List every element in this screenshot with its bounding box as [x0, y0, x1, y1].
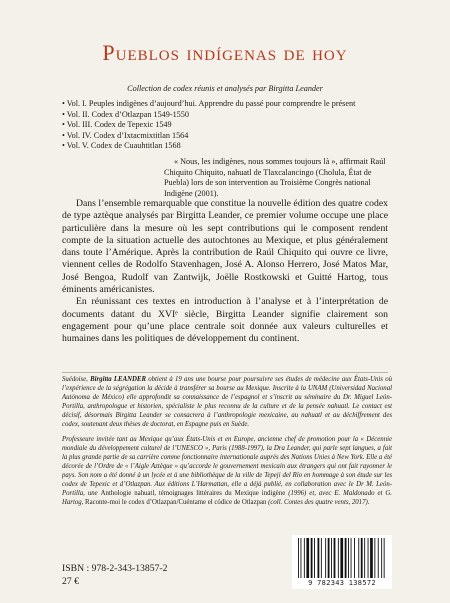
intro-paragraph: Dans l’ensemble remarquable que constitue la nouvelle édition des quatre codex de type aztèque analysés par Birgitta Leander, ce premier volume occupe une place particulière dans la mesure où les sept contributions qui le composent rendent compte de la situation actuelle des autochtones au Mexique, et plus généralement dans toute l’Amérique. Après la contribution de Raúl Chiquito qui ouvre ce livre, viennent celles de Rodolfo Stavenhagen, José A. Alonso Herrero, José Matos Mar, José Bengoa, Rudolf van Zantwijk, Joëlle Rostkowski et Guitté Hartog, tous éminents américanistes.: [62, 198, 388, 296]
bio-paragraph: [62, 376, 392, 429]
volume-item: • Vol. V. Codex de Cuauhtitlan 1568: [62, 141, 181, 150]
quote-text: « Nous, les indigènes, nous sommes toujours là », affirmait Raúl Chiquito Chiquito, nahuatl de Tlaxcalancingo (Cholula, État de Puebla) lors de son intervention au Troisième Congrès national Indigène (2001).: [164, 157, 386, 198]
author-name: Birgitta LEANDER: [90, 376, 146, 383]
isbn-barcode: [292, 535, 392, 589]
bio-paragraph: [62, 436, 392, 507]
intro-paragraph: En réunissant ces textes en introduction à l’analyse et à l’interprétation de documents datant du XVIᵉ siècle, Birgitta Leander signifie clairement son engagement pour qu’une place centrale soit donnée aux valeurs culturelles et humaines dans les politiques de développement du continent.: [62, 296, 388, 345]
section-divider: [62, 372, 388, 373]
quote-block: [164, 157, 392, 199]
bio-text: Professeure invitée tant au Mexique qu’aux États-Unis et en Europe, ancienne chef de promotion pour la « Décennie mondiale du développement culturel de l’UNESCO », Paris (1988-1997), la Dra Leander, qui parle sept langues, a fait la plus grande partie de sa carrière comme fonctionnaire internationale auprès des Nations Unies à New York. Elle a été décorée de l’Ordre de « l’Aigle Aztèque » qu’accorde le gouvernement mexicain aux étrangers qui ont fait rayonner le pays. Son nom a été donné à un lycée et à une bibliothèque de la ville de Tepeji del Río en hommage à son étude sur les codex de Tepexic et d’Otlazpan. Aux éditions L’Harmattan, elle a déjà publié, en collaboration avec le Dr M. León-Portilla, une: [62, 436, 392, 497]
book-title: Anthologie nahuatl, témoignages littéraires du Mexique indigène: [100, 489, 286, 497]
volume-item: • Vol. III. Codex de Tepexic 1549: [62, 120, 172, 129]
bio-text: (1996) et, avec E. Maldonado et G. Hartog,: [62, 489, 392, 506]
price-label: 27 €: [62, 576, 79, 587]
barcode-bars: [296, 538, 388, 578]
author-origin: Suédoise,: [62, 376, 91, 383]
isbn-label: ISBN : 978-2-343-13857-2: [62, 563, 168, 574]
volume-item: • Vol. IV. Codex d’Ixtacmixtitlan 1564: [62, 130, 189, 140]
bio-text: obtient à 19 ans une bourse pour poursuivre ses études de médecine aux États-Unis où l’expérience de la ségrégation la décide à transférer sa bourse au Mexique. Inscrite à la UNAM (Universidad Nacional Autónoma de México) elle approfondit sa connaissance de l’espagnol et s’inscrit au séminaire du Dr. Miguel León-Portilla, anthropologue et historien, spécialiste le plus reconnu de la culture et de la pensée nahuatl. Le contact est décisif, désormais Birgitta Leander se consacrera à l’anthropologie mexicaine, au nahuatl et au déchiffrement des codex, soutenant deux thèses de doctorat, en Espagne puis en Suède.: [62, 376, 392, 428]
book-series-title: Pueblos indígenas de hoy: [102, 40, 348, 65]
volume-list: [62, 99, 402, 152]
volume-item: • Vol. II. Codex d’Otlazpan 1549-1550: [62, 109, 189, 119]
author-biography: [62, 376, 392, 515]
intro-text: [62, 198, 388, 346]
book-title: Raconte-moi le codex d’Otlazpan/Cuéntame el códice de Otlazpan: [85, 498, 267, 506]
volume-item: • Vol. I. Peuples indigènes d’aujourd’hui. Apprendre du passé pour comprendre le présent: [62, 99, 356, 108]
barcode-number: 9 782343 138572: [308, 579, 376, 587]
collection-subtitle: Collection de codex réunis et analysés par Birgitta Leander: [127, 84, 323, 93]
bio-text: (coll. Contes des quatre vents, 2017).: [266, 498, 370, 506]
